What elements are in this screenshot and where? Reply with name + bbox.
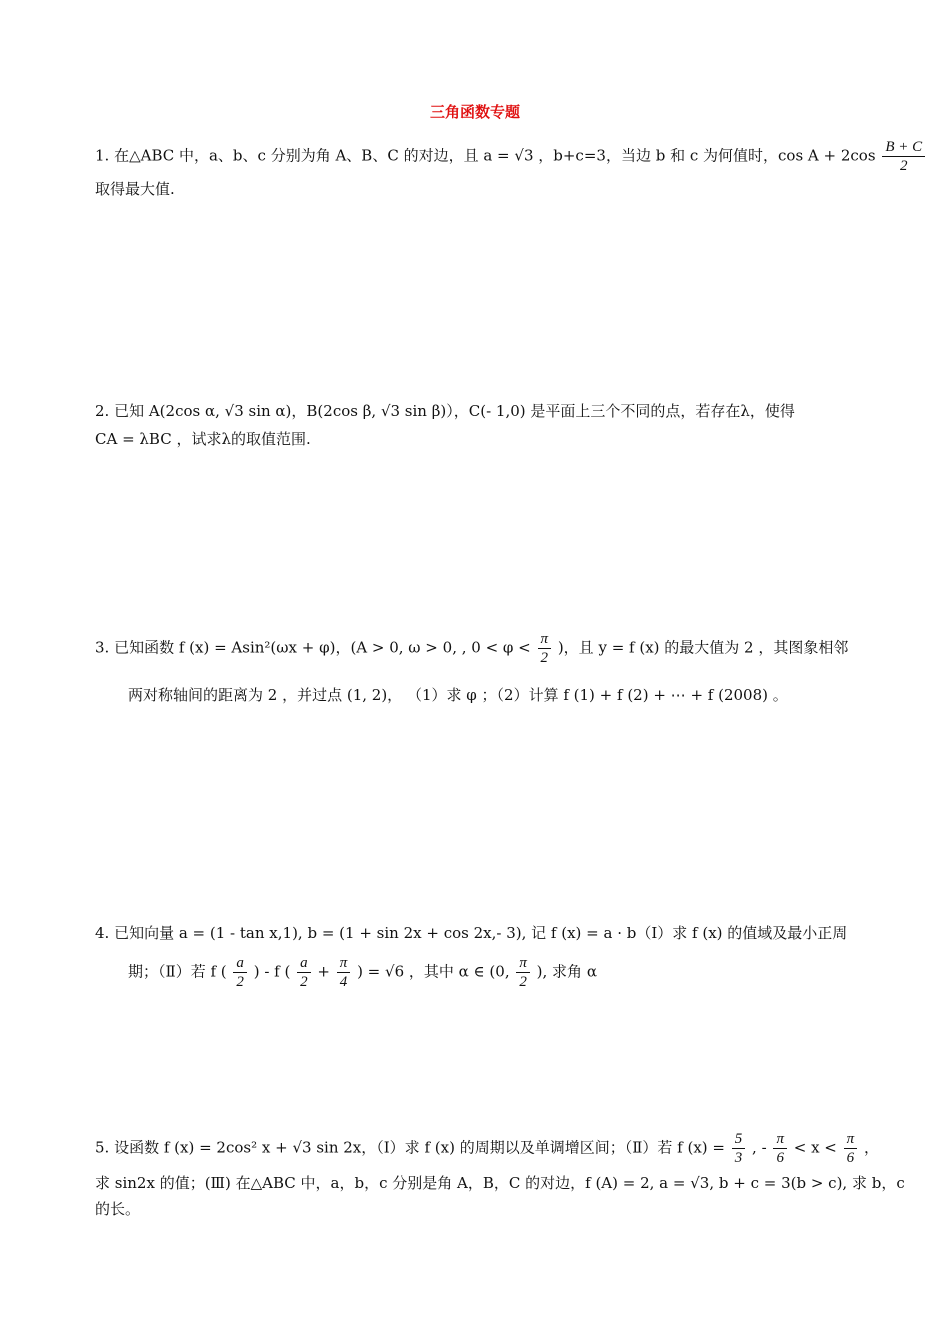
q3-fraction: $\frac{\pi}{2}$ (538, 630, 552, 667)
question-1 (95, 138, 923, 175)
q4-fraction-2: $\frac{a}{2}$ (297, 954, 311, 991)
q4-fraction-1: $\frac{a}{2}$ (233, 954, 247, 991)
q4-fraction-3: $\frac{\pi}{4}$ (337, 954, 351, 991)
question-4: 4. 已知向量 a = (1 - tan x,1), b = (1 + sin 2x + cos 2x,- 3), 记 f (x) = a · b（Ⅰ）求 f (x) 的值域及最小正周 (95, 924, 848, 942)
q1-continuation: 取得最大值. (95, 180, 175, 198)
q4-fraction-4: $\frac{\pi}{2}$ (516, 954, 530, 991)
q5-continuation: 求 sin2x 的值；(Ⅲ) 在△ABC 中，a，b，c 分别是角 A，B，C 的对边，f (A) = 2, a = √3, b + c = 3(b > c), 求 b，c (95, 1174, 905, 1192)
q1-text: 1. 在△ABC 中，a、b、c 分别为角 A、B、C 的对边，且 a = √3 ，b+c=3，当边 b 和 c 为何值时，cos A + 2cos (95, 146, 876, 165)
question-2: 2. 已知 A(2cos α, √3 sin α)，B(2cos β, √3 sin β)），C(- 1,0) 是平面上三个不同的点，若存在λ，使得 (95, 402, 795, 420)
q4-continuation: 期；（Ⅱ）若 f ( $\frac{a}{2}$ ) - f ( $\frac{a}{2}$ + $\frac{\pi}{4}$ ) = √6 ，其中 α ∈ (0, $\frac{\pi}{2}$ ), 求角 α (128, 955, 597, 990)
q2-continuation: CA = λBC ，试求λ的取值范围. (95, 430, 311, 448)
question-3: 3. 已知函数 f (x) = Asin²(ωx + φ)，(A > 0, ω > 0, , 0 < φ < $\frac{\pi}{2}$ )，且 y = f (x) 的最大值为 2 ，其图象相邻 (95, 631, 849, 666)
q5-continuation-2: 的长。 (95, 1200, 141, 1218)
page-title: 三角函数专题 (429, 103, 520, 121)
q5-fraction-3: $\frac{\pi}{6}$ (844, 1130, 858, 1167)
q1-fraction: $\frac{B + C}{2}$ (882, 138, 925, 175)
q3-continuation: 两对称轴间的距离为 2 ，并过点 (1, 2)， （1）求 φ ；（2）计算 f (1) + f (2) + ⋯ + f (2008) 。 (128, 686, 788, 704)
q5-fraction-2: $\frac{\pi}{6}$ (773, 1130, 787, 1167)
q5-fraction-1: $\frac{5}{3}$ (732, 1130, 746, 1167)
question-5: 5. 设函数 f (x) = 2cos² x + √3 sin 2x，（Ⅰ）求 f (x) 的周期以及单调增区间；（Ⅱ）若 f (x) = $\frac{5}{3}$ , - $\frac{\pi}{6}$ < x < $\frac{\pi}{6}$ ， (95, 1131, 879, 1166)
